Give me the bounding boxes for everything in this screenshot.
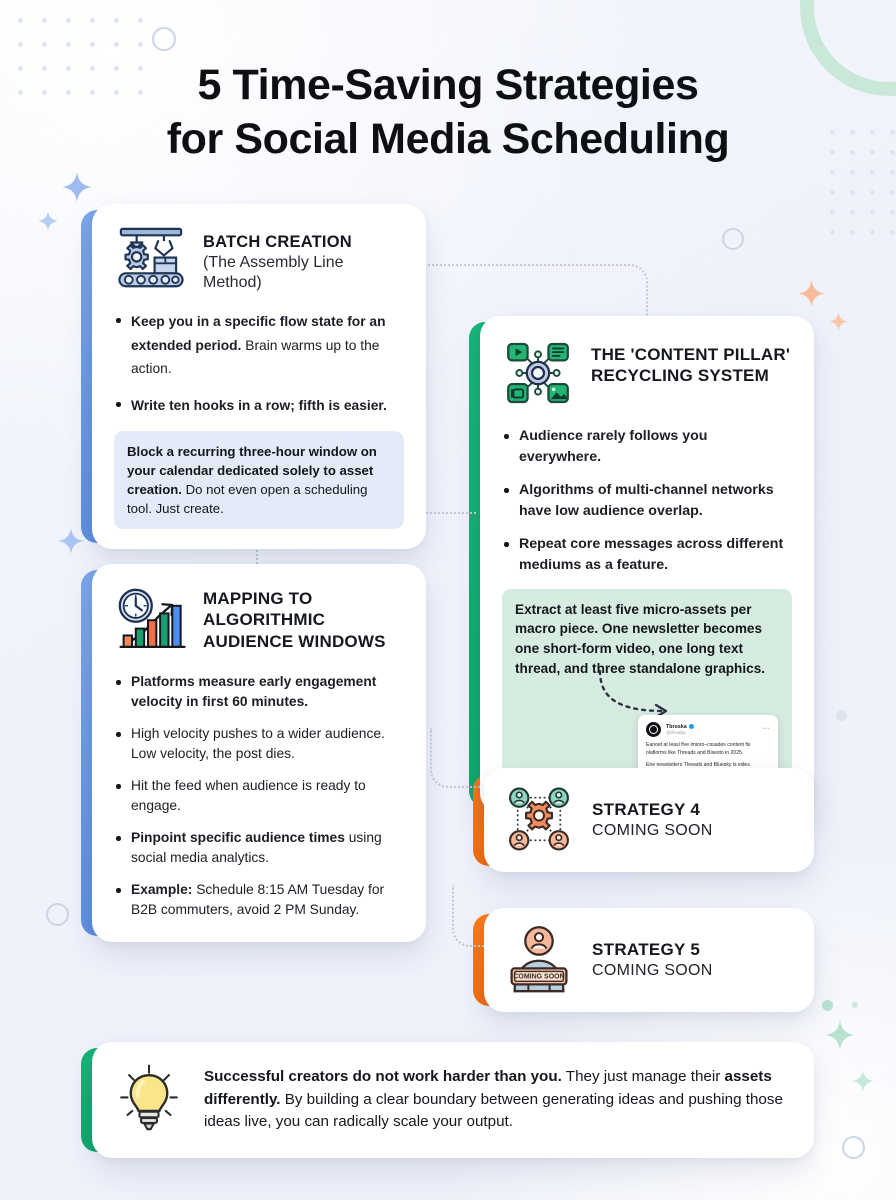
page-title-line1: 5 Time-Saving Strategies [197,61,699,109]
list-item [114,828,404,868]
bullet-bold: Pinpoint specific audience times [131,830,345,845]
card-batch-creation[interactable] [92,204,426,549]
coming-soon-sign-label: COMING SOON [513,973,565,981]
footer-bold-2: assets differently. [204,1067,772,1108]
person-coming-soon-sign-icon [504,924,576,996]
card-bullet-list [502,426,792,576]
content-hub-icon [502,338,576,408]
dot-green-large [822,1000,833,1011]
note-rest: Do not even open a scheduling tool. Just create. [127,482,368,517]
card-header [114,586,404,656]
list-item [114,672,404,712]
card-strategy-4[interactable] [484,768,814,872]
card-title: STRATEGY 4 [592,800,701,819]
list-item [502,480,792,521]
list-item [502,534,792,575]
sparkle-green-corner [852,1070,874,1092]
sparkle-blue-mid-left [58,528,84,554]
card-header [114,226,404,296]
sparkle-blue-large [62,172,92,202]
note-bold: Extract at least five micro-assets per macro piece. One newsletter becomes one short-form video, one long text thread, and three standalone graphics. [515,601,766,676]
verified-badge [689,724,694,729]
clock-growth-chart-icon [114,586,188,656]
bullet-bold: Algorithms of multi-channel networks have low audience overlap. [519,482,774,519]
bullet-rest: using social media analytics. [131,830,382,865]
card-text-block [592,940,713,980]
list-item [114,310,404,381]
bullet-rest: Hit the feed when audience is ready to engage. [131,778,366,813]
bullet-bold: Write ten hooks in a row; fifth is easier. [131,398,387,414]
footer-text [204,1066,788,1134]
ring-grey-mid-decoration [722,228,744,250]
list-item [114,724,404,764]
mini-post-name: Tbroska [666,724,694,731]
list-item [114,776,404,816]
dot-green-small [852,1002,858,1008]
sparkle-orange-large [798,280,825,307]
card-strategy-5[interactable] [484,908,814,1012]
avatar [646,722,661,737]
list-item [114,394,404,418]
bullet-bold: Platforms measure early engagement velocity in first 60 minutes. [131,674,377,709]
card-callout-note [114,431,404,530]
mini-post-handle: @threality [666,730,686,736]
card-title: MAPPING TO [203,589,313,608]
mini-post-header [646,722,770,737]
card-bullet-list [114,310,404,418]
bullet-rest: High velocity pushes to a wider audience. Low velocity, the post dies. [131,726,385,761]
card-title: BATCH CREATION [203,233,352,251]
sparkle-orange-small [829,312,848,331]
card-algorithmic-windows[interactable] [92,564,426,942]
card-title: THE 'CONTENT PILLAR' [591,345,791,364]
assembly-line-icon [114,226,188,296]
sparkle-green-bottom [825,1020,855,1050]
card-title-line3: AUDIENCE WINDOWS [203,631,386,651]
footer-bold-1: Successful creators do not work harder than you. [204,1067,562,1085]
card-title: STRATEGY 5 [592,940,701,959]
bullet-bold: Repeat core messages across different mediums as a feature. [519,536,784,573]
card-title-line2: ALGORITHMIC [203,610,326,630]
sparkle-blue-small [38,211,58,231]
card-subtitle: (The Assembly Line Method) [203,254,344,292]
card-callout-note [502,589,792,793]
page-title-line2: for Social Media Scheduling [166,115,730,164]
card-text-block [592,800,713,840]
footer-mid: They just manage their [561,1067,725,1085]
list-item [502,426,792,467]
team-gear-network-icon [504,784,576,856]
card-title-line2: RECYCLING SYSTEM [591,366,769,386]
note-bold: Block a recurring three-hour window on your calendar dedicated solely to asset creation. [127,443,377,498]
bullet-bold: Keep you in a specific flow state for an extended period. [131,314,386,353]
card-bullet-list [114,672,404,920]
bullet-rest: Schedule 8:15 AM Tuesday for B2B commuters, avoid 2 PM Sunday. [131,882,385,917]
lightbulb-icon [118,1062,184,1138]
card-content-pillar[interactable] [480,316,814,813]
page-title [0,58,896,166]
connector-card3-to-strategy4 [430,728,482,788]
card-header [502,338,792,408]
card-footer-takeaway[interactable] [92,1042,814,1158]
dot-grey-right [836,710,847,721]
ring-grey-bottomright-decoration [842,1136,865,1159]
card-subtitle: COMING SOON [592,962,713,979]
mini-post-line2: Ene newsletters Threads and Bluesky is vides. [646,761,752,768]
list-item [114,880,404,920]
mini-post-line1: Eanoet at leasl flve imioro–cssades content fis olaflorms like Threads and Bisesto in 2025. [646,742,751,757]
bullet-bold: Audience rarely follows you everywhere. [519,428,708,465]
footer-rest: By building a clear boundary between generating ideas and pushing those ideas live, you can radically scale your output. [204,1090,783,1131]
bullet-bold: Example: [131,882,193,897]
more-options-icon[interactable]: ••• [762,726,770,733]
bullet-rest: Brain warms up to the action. [131,337,380,377]
card-subtitle: COMING SOON [592,822,713,839]
mini-post-body [646,742,770,769]
ring-grey-left-decoration [46,903,69,926]
